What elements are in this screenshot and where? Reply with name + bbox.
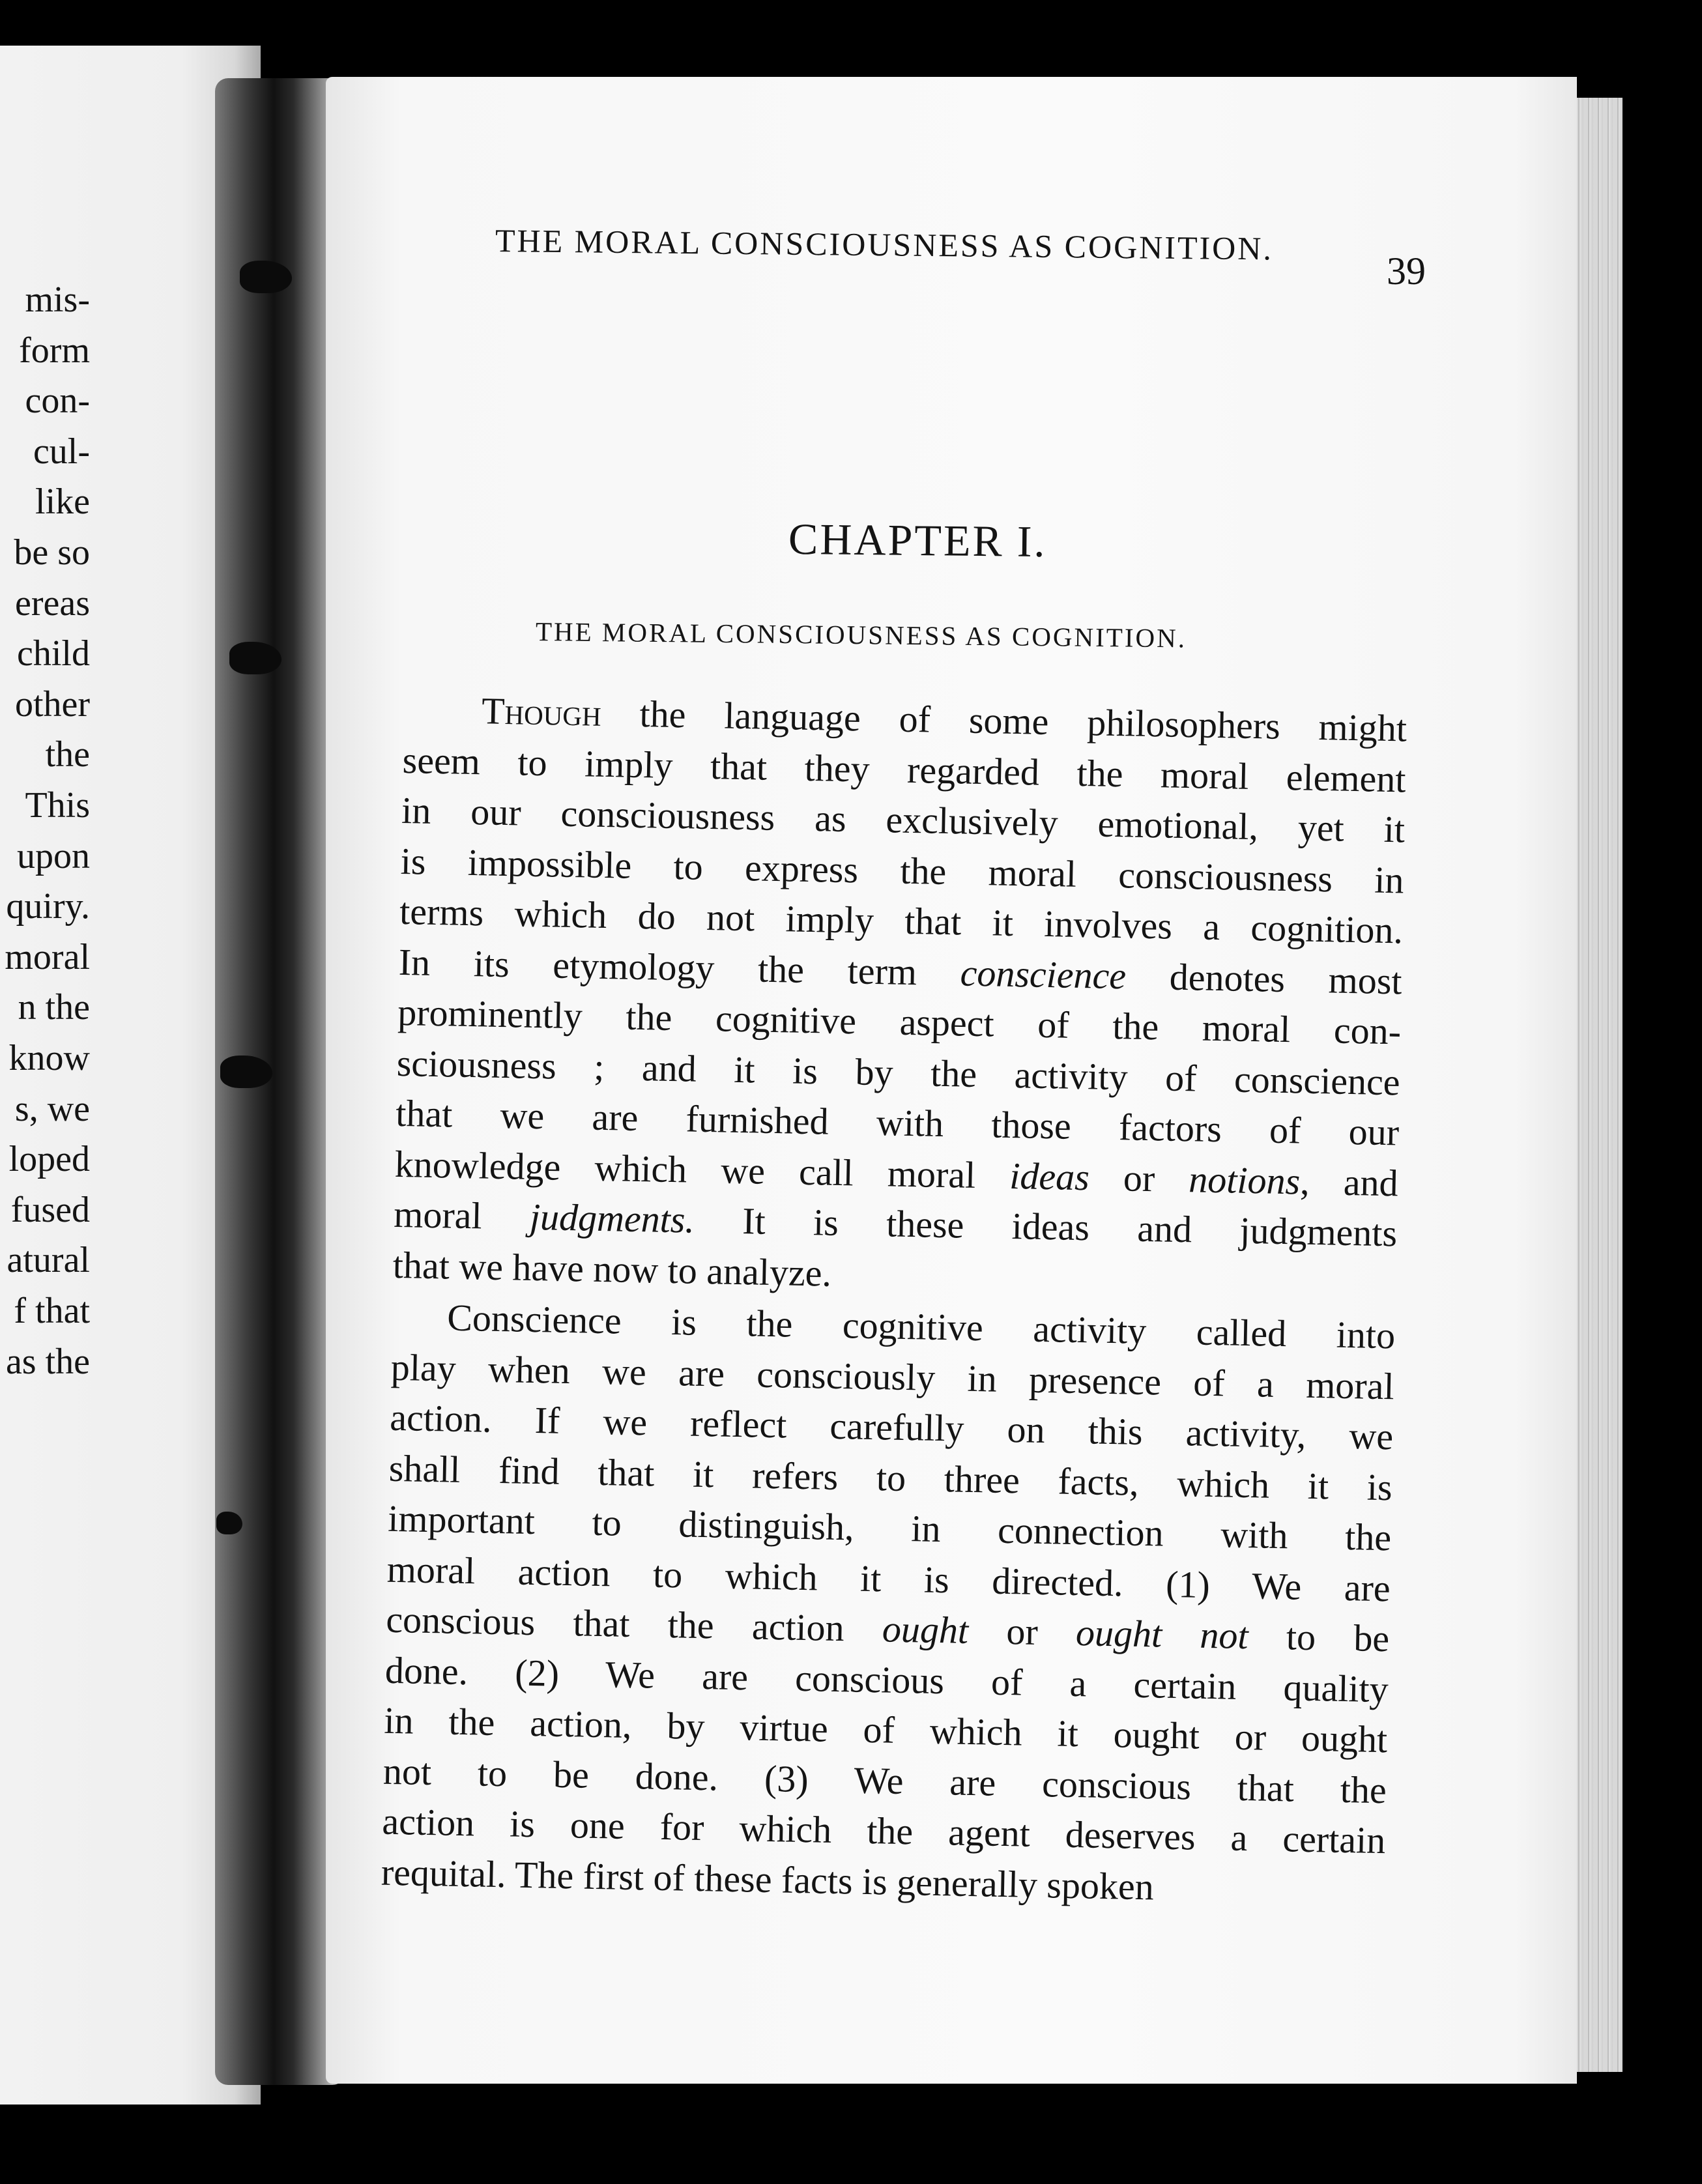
left-page-line: mis- [25,280,90,320]
left-page-line: form [19,330,90,371]
text-span: done. (2) We are conscious of a certain quality [384,1648,1389,1710]
text-span: Though [481,689,602,734]
left-page-line: ereas [14,582,90,624]
text-span: requital. The first of these facts is generally spoken [381,1850,1155,1908]
italic-term: judgments. [529,1195,695,1241]
binding-thread [240,261,292,293]
binding-thread [216,1512,242,1534]
left-page-line: s, we [14,1088,90,1129]
text-span: in our consciousness as exclusively emotional, yet it [401,788,1406,851]
paragraph [381,1291,1396,1916]
italic-term: ideas [1009,1154,1090,1198]
text-span: action. If we reflect carefully on this activity, we [389,1396,1394,1458]
paragraph [392,684,1407,1309]
text-span: moral action to which it is directed. (1) We are [386,1547,1391,1609]
chapter-subtitle: THE MORAL CONSCIOUSNESS AS COGNITION. [535,616,1187,654]
text-span: It is these ideas and judgments [694,1198,1398,1255]
page-number: 39 [1387,250,1426,293]
italic-term: ought not [1075,1611,1249,1658]
left-page-line: child [17,633,90,674]
text-span: action is one for which the agent deserves a certain [381,1800,1386,1862]
text-span: that we have now to analyze. [392,1243,832,1295]
text-span: knowledge which we call moral [394,1142,1011,1197]
left-page-line: This [25,785,90,826]
text-span: the language of some philosophers might [601,691,1407,750]
left-page-line: f that [14,1291,90,1331]
text-span: seem to imply that they regarded the moral element [402,738,1407,801]
text-span: not to be done. (3) We are conscious that the [382,1749,1387,1811]
running-head: THE MORAL CONSCIOUSNESS AS COGNITION. [495,222,1274,267]
left-page-line: as the [5,1341,90,1382]
text-span: In its etymology the term [398,940,961,994]
text-span: important to distinguish, in connection with the [387,1497,1392,1559]
left-page-line: quiry. [6,886,90,927]
text-span: prominently the cognitive aspect of the moral con- [397,990,1402,1053]
left-page-line: cul- [33,431,90,472]
text-span: , and [1299,1160,1399,1204]
left-page-line: the [45,734,90,775]
left-page-line: like [35,481,90,523]
text-span: in the action, by virtue of which it ought or ought [383,1699,1388,1761]
text-span: that we are furnished with those factors of our [395,1091,1400,1154]
text-span: or [968,1609,1076,1654]
text-span: Conscience is the cognitive activity called into [446,1296,1396,1357]
binding-thread [229,642,281,674]
text-span: denotes most [1125,954,1403,1002]
left-page-line: be so [14,532,90,573]
text-span: shall find that it refers to three facts, which it is [388,1446,1393,1508]
chapter-title: CHAPTER I. [788,513,1047,567]
text-span: moral [393,1192,530,1238]
left-page-line: moral [5,936,90,977]
text-span: to be [1248,1615,1390,1660]
text-span: conscious that the action [385,1598,883,1650]
left-page-line: con- [25,381,90,422]
text-span: sciousness ; and it is by the activity of conscience [396,1041,1401,1103]
italic-term: ought [882,1607,969,1652]
left-page-line: know [8,1038,90,1078]
left-page-line: other [14,683,90,725]
text-span: is impossible to express the moral consciousness in [400,839,1405,902]
text-span: terms which do not imply that it involves a cognition. [399,889,1404,952]
left-page-line: atural [7,1240,90,1281]
binding-thread [220,1056,272,1088]
italic-term: conscience [960,951,1127,997]
italic-term: notions [1188,1157,1301,1203]
left-page-line: n the [18,987,90,1028]
left-page-line: upon [17,835,90,876]
left-page-line: loped [8,1139,90,1180]
text-span: or [1089,1155,1190,1200]
body-text [381,684,1407,1918]
text-span: play when we are consciously in presence of a moral [390,1345,1395,1407]
left-page-line: fused [10,1189,90,1230]
